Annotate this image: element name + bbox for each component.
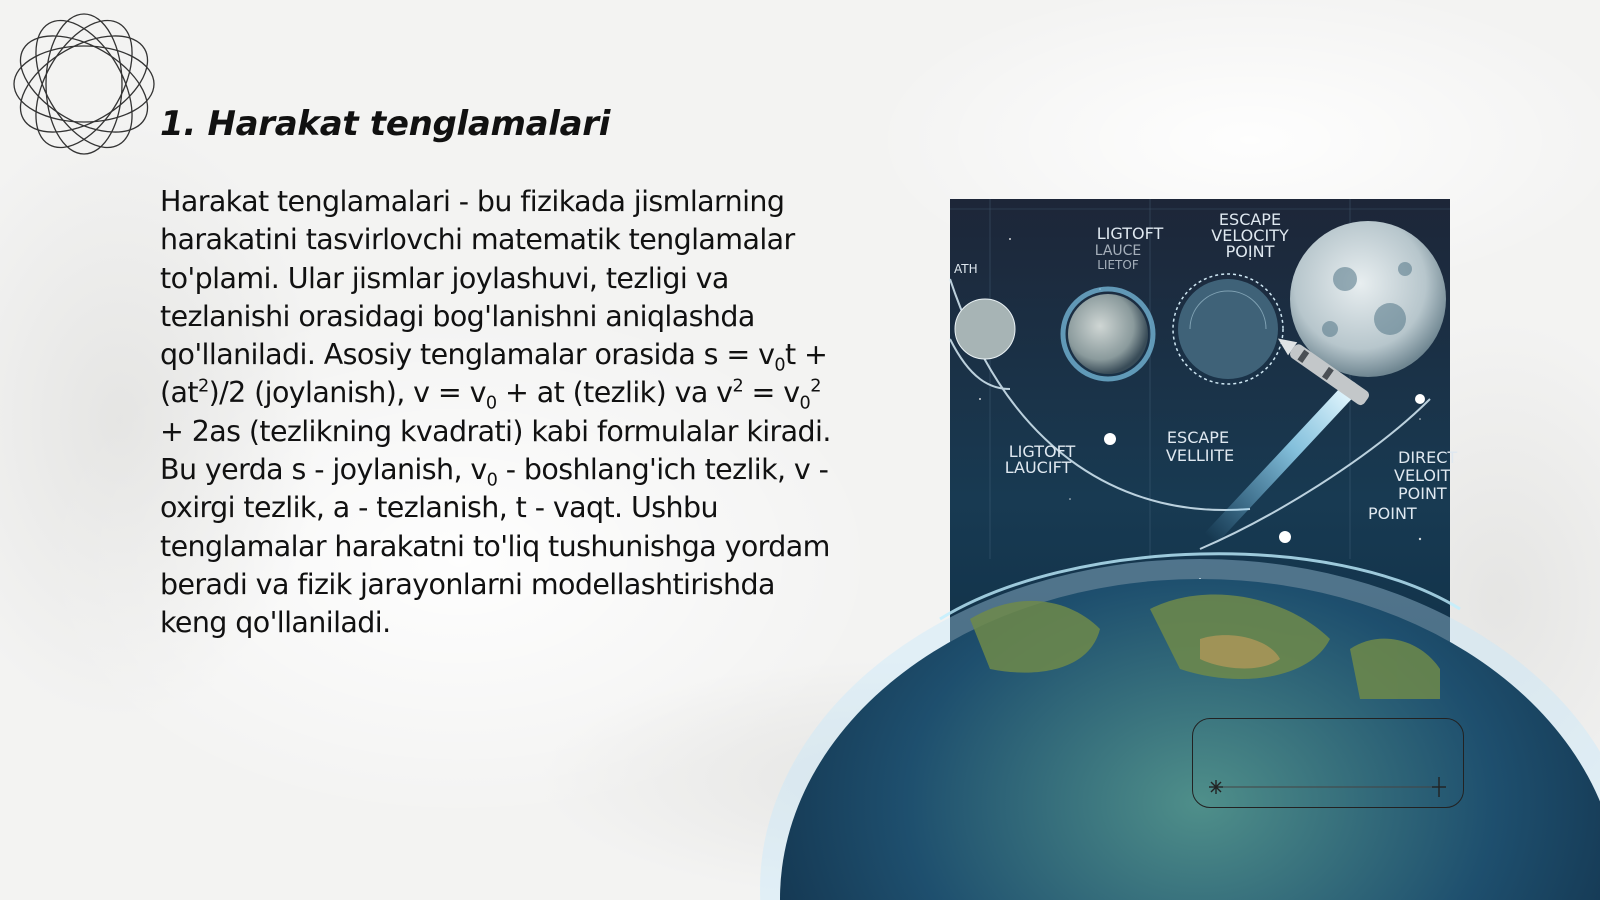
body-paragraph: [160, 183, 850, 643]
label-escape-bottom-1: ESCAPE: [1166, 428, 1230, 447]
paragraph-text-5: = v: [743, 376, 800, 410]
sparkle-icon: [1209, 780, 1223, 794]
spirograph-ornament-icon: [8, 8, 160, 160]
label-ligtoft-top-3: LIETOF: [1097, 258, 1139, 272]
label-escape-top-2: VELOCITY: [1211, 226, 1289, 245]
superscript-two: 2: [197, 376, 209, 397]
label-ligtoft-bottom-1: LIGTOFT: [1008, 442, 1076, 461]
decorative-star-line: [1193, 719, 1465, 809]
label-ligtoft-top-2: LAUCE: [1094, 243, 1142, 259]
label-escape-top-1: ESCAPE: [1218, 210, 1282, 229]
superscript-two: 2: [732, 376, 744, 397]
space-illustration: [950, 199, 1458, 699]
paragraph-text-6: + 2as (tezlikning kvadrati) kabi formulalar kiradi. Bu yerda s - joylanish, v: [160, 414, 831, 487]
label-direct-3: POINT: [1398, 484, 1447, 503]
label-escape-top-3: POINT: [1225, 242, 1275, 261]
label-ligtoft-top-1: LIGTOFT: [1096, 224, 1164, 243]
paragraph-text-3: )/2 (joylanish), v = v: [208, 376, 486, 410]
decorative-frame: [1192, 718, 1464, 808]
superscript-two: 2: [810, 376, 821, 397]
slide-title: 1. Harakat tenglamalari: [160, 104, 611, 144]
label-direct-1: DIRECT: [1398, 448, 1458, 467]
label-ligtoft-bottom-2: LAUCIFT: [1004, 458, 1072, 477]
subscript-zero: 0: [799, 394, 811, 415]
label-ath: ATH: [954, 262, 978, 276]
label-direct-4: POINT: [1368, 504, 1417, 523]
subscript-zero: 0: [485, 394, 497, 415]
paragraph-text-4: + at (tezlik) va v: [496, 376, 733, 410]
paragraph-text-2: t + (at: [160, 338, 828, 410]
subscript-zero: 0: [486, 470, 498, 491]
label-direct-2: VELOIT: [1394, 466, 1451, 485]
subscript-zero: 0: [774, 355, 786, 376]
paragraph-text-1: Harakat tenglamalari - bu fizikada jismlarning harakatini tasvirlovchi matematik tenglamalar to'plami. Ular jismlar joylashuvi, tezligi va tezlanishi orasidagi bog'lanishni aniqlashda qo'llaniladi. Asosiy tenglamalar orasida s = v: [160, 185, 795, 372]
paragraph-text-7: - boshlang'ich tezlik, v - oxirgi tezlik, a - tezlanish, t - vaqt. Ushbu tenglamalar harakatni to'liq tushunishga yordam beradi va fizik jarayonlarni modellashtirishda keng qo'llaniladi.: [160, 453, 830, 640]
plus-star-icon: [1432, 777, 1446, 797]
label-escape-bottom-2: VELLIITE: [1165, 446, 1235, 465]
